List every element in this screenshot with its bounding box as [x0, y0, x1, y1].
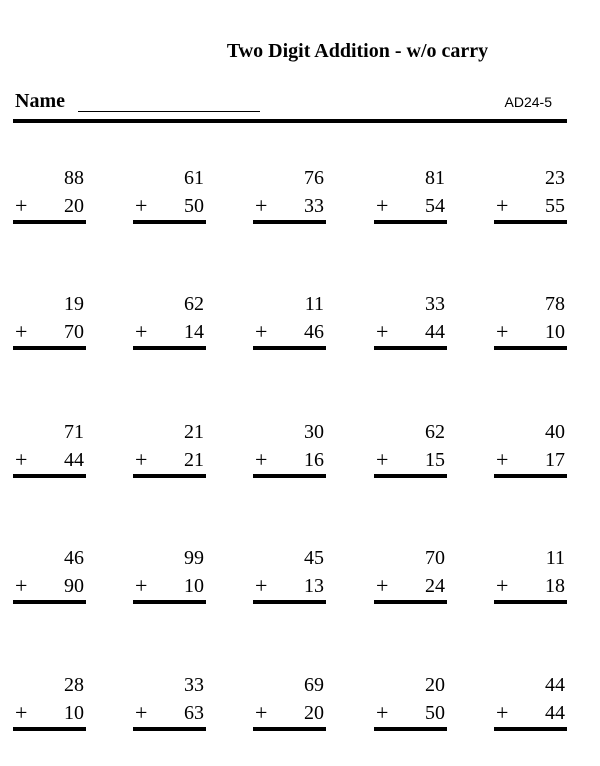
answer-line: [253, 727, 326, 731]
plus-sign: +: [255, 319, 268, 344]
answer-line: [133, 346, 206, 350]
top-addend: 69: [304, 674, 324, 696]
answer-line: [374, 220, 447, 224]
top-addend: 76: [304, 167, 324, 189]
answer-line: [13, 600, 86, 604]
answer-line: [374, 727, 447, 731]
top-addend: 78: [545, 293, 565, 315]
answer-line: [494, 220, 567, 224]
top-addend: 20: [425, 674, 445, 696]
addition-problem: [253, 167, 326, 229]
bottom-addend: 21: [184, 449, 204, 471]
top-addend: 23: [545, 167, 565, 189]
answer-line: [494, 600, 567, 604]
worksheet-code: AD24-5: [504, 94, 552, 110]
bottom-addend: 46: [304, 321, 324, 343]
answer-line: [13, 474, 86, 478]
bottom-addend: 50: [425, 702, 445, 724]
bottom-addend: 90: [64, 575, 84, 597]
plus-sign: +: [135, 700, 148, 725]
top-addend: 30: [304, 421, 324, 443]
addition-problem: [133, 674, 206, 736]
answer-line: [13, 220, 86, 224]
top-addend: 99: [184, 547, 204, 569]
plus-sign: +: [255, 700, 268, 725]
bottom-addend: 70: [64, 321, 84, 343]
plus-sign: +: [15, 447, 28, 472]
plus-sign: +: [496, 700, 509, 725]
top-addend: 61: [184, 167, 204, 189]
answer-line: [374, 346, 447, 350]
addition-problem: [253, 293, 326, 355]
plus-sign: +: [376, 193, 389, 218]
top-addend: 46: [64, 547, 84, 569]
plus-sign: +: [496, 447, 509, 472]
answer-line: [133, 474, 206, 478]
addition-problem: [253, 674, 326, 736]
top-addend: 45: [304, 547, 324, 569]
bottom-addend: 10: [184, 575, 204, 597]
addition-problem: [133, 421, 206, 483]
addition-problem: [374, 421, 447, 483]
plus-sign: +: [255, 193, 268, 218]
plus-sign: +: [496, 193, 509, 218]
top-addend: 70: [425, 547, 445, 569]
top-addend: 28: [64, 674, 84, 696]
bottom-addend: 50: [184, 195, 204, 217]
bottom-addend: 55: [545, 195, 565, 217]
bottom-addend: 14: [184, 321, 204, 343]
answer-line: [374, 600, 447, 604]
bottom-addend: 44: [545, 702, 565, 724]
bottom-addend: 44: [425, 321, 445, 343]
addition-problem: [253, 421, 326, 483]
plus-sign: +: [15, 573, 28, 598]
addition-problem: [13, 674, 86, 736]
addition-problem: [133, 167, 206, 229]
problem-grid: [13, 0, 573, 766]
addition-problem: [374, 674, 447, 736]
plus-sign: +: [135, 573, 148, 598]
addition-problem: [494, 167, 567, 229]
top-addend: 62: [184, 293, 204, 315]
plus-sign: +: [135, 447, 148, 472]
plus-sign: +: [15, 319, 28, 344]
bottom-addend: 44: [64, 449, 84, 471]
top-addend: 62: [425, 421, 445, 443]
plus-sign: +: [496, 319, 509, 344]
plus-sign: +: [376, 319, 389, 344]
worksheet-title: Two Digit Addition - w/o carry: [226, 40, 489, 62]
top-addend: 21: [184, 421, 204, 443]
top-addend: 11: [545, 547, 565, 569]
answer-line: [133, 727, 206, 731]
addition-problem: [133, 293, 206, 355]
addition-problem: [494, 547, 567, 609]
plus-sign: +: [376, 447, 389, 472]
bottom-addend: 24: [425, 575, 445, 597]
top-addend: 44: [545, 674, 565, 696]
bottom-addend: 10: [64, 702, 84, 724]
bottom-addend: 33: [304, 195, 324, 217]
plus-sign: +: [376, 700, 389, 725]
bottom-addend: 10: [545, 321, 565, 343]
top-addend: 88: [64, 167, 84, 189]
top-addend: 71: [64, 421, 84, 443]
answer-line: [374, 474, 447, 478]
addition-problem: [494, 293, 567, 355]
answer-line: [133, 220, 206, 224]
bottom-addend: 18: [545, 575, 565, 597]
addition-problem: [133, 547, 206, 609]
top-addend: 33: [184, 674, 204, 696]
top-addend: 19: [64, 293, 84, 315]
answer-line: [494, 474, 567, 478]
answer-line: [253, 474, 326, 478]
addition-problem: [13, 167, 86, 229]
addition-problem: [494, 421, 567, 483]
bottom-addend: 16: [304, 449, 324, 471]
name-label: Name: [15, 90, 65, 112]
bottom-addend: 20: [64, 195, 84, 217]
answer-line: [253, 220, 326, 224]
addition-problem: [374, 547, 447, 609]
bottom-addend: 17: [545, 449, 565, 471]
plus-sign: +: [255, 447, 268, 472]
plus-sign: +: [135, 319, 148, 344]
bottom-addend: 15: [425, 449, 445, 471]
plus-sign: +: [15, 193, 28, 218]
answer-line: [133, 600, 206, 604]
addition-problem: [253, 547, 326, 609]
top-addend: 11: [304, 293, 324, 315]
answer-line: [494, 727, 567, 731]
addition-problem: [13, 293, 86, 355]
addition-problem: [13, 421, 86, 483]
addition-problem: [494, 674, 567, 736]
addition-problem: [13, 547, 86, 609]
plus-sign: +: [376, 573, 389, 598]
bottom-addend: 20: [304, 702, 324, 724]
bottom-addend: 63: [184, 702, 204, 724]
answer-line: [253, 346, 326, 350]
top-addend: 81: [425, 167, 445, 189]
answer-line: [253, 600, 326, 604]
addition-problem: [374, 167, 447, 229]
plus-sign: +: [255, 573, 268, 598]
plus-sign: +: [15, 700, 28, 725]
answer-line: [13, 727, 86, 731]
plus-sign: +: [496, 573, 509, 598]
answer-line: [13, 346, 86, 350]
bottom-addend: 13: [304, 575, 324, 597]
top-addend: 40: [545, 421, 565, 443]
top-addend: 33: [425, 293, 445, 315]
answer-line: [494, 346, 567, 350]
addition-problem: [374, 293, 447, 355]
plus-sign: +: [135, 193, 148, 218]
bottom-addend: 54: [425, 195, 445, 217]
